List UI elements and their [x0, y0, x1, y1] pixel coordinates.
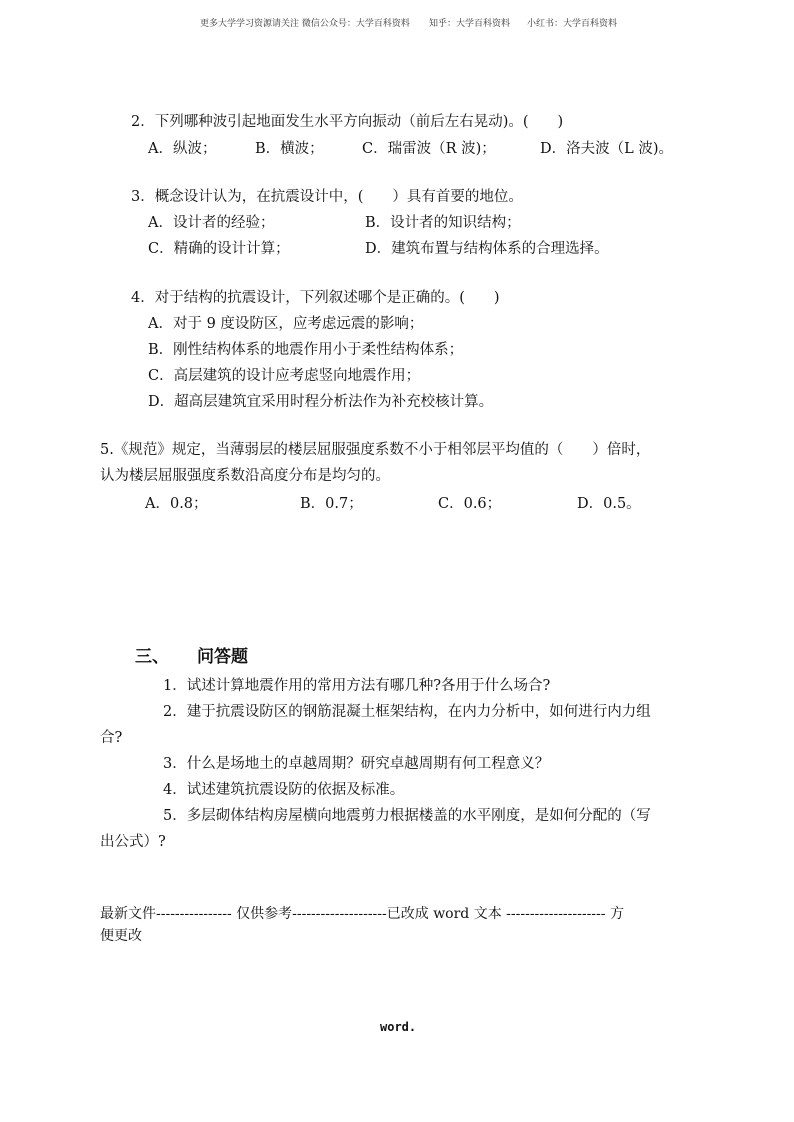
question-2-option-b: B．横波；	[255, 141, 324, 157]
question-3-option-a: A．设计者的经验；	[148, 215, 275, 231]
essay-question-5: 5．多层砌体结构房屋横向地震剪力根据楼盖的水平刚度，是如何分配的（写	[163, 808, 651, 824]
footer-word-mark: word.	[380, 1020, 417, 1034]
question-4-option-d: D．超高层建筑宜采用时程分析法作为补充校核计算。	[148, 394, 494, 410]
question-3-option-c: C．精确的设计计算；	[148, 241, 290, 257]
question-5-option-a: A．0.8；	[145, 496, 208, 512]
question-5-option-d: D．0.5。	[577, 496, 641, 512]
question-4-option-a: A．对于 9 度设防区，应考虑远震的影响；	[148, 316, 424, 332]
footer-note-line2: 便更改	[100, 928, 142, 944]
question-2-option-c: C．瑞雷波（R 波)；	[362, 141, 496, 157]
question-5-stem-line1: 5.《规范》规定，当薄弱层的楼层屈服强度系数不小于相邻层平均值的（ ）倍时，	[100, 442, 651, 458]
essay-question-2-cont: 合?	[100, 730, 123, 746]
essay-question-1: 1．试述计算地震作用的常用方法有哪几种?各用于什么场合?	[163, 678, 551, 694]
section-number: 三、	[135, 647, 169, 667]
header-xiaohongshu: 小红书：大学百科资料	[527, 19, 618, 29]
question-3-option-b: B．设计者的知识结构；	[365, 215, 521, 231]
question-4-option-c: C．高层建筑的设计应考虑竖向地震作用；	[148, 368, 421, 384]
section-title: 问答题	[197, 647, 248, 667]
header-wechat: 更多大学学习资源请关注 微信公众号：大学百科资料	[200, 19, 410, 29]
essay-question-3: 3．什么是场地土的卓越周期？研究卓越周期有何工程意义？	[163, 756, 550, 772]
question-2-stem: 2．下列哪种波引起地面发生水平方向振动（前后左右晃动)。( )	[131, 114, 564, 130]
question-5-option-b: B．0.7；	[300, 496, 363, 512]
footer-note-line1: 最新文件---------------- 仅供参考--------------------已改成 word 文本 --------------------- 方	[100, 906, 624, 922]
header-zhihu: 知乎：大学百科资料	[429, 19, 511, 29]
question-2-option-d: D．洛夫波（L 波)。	[540, 141, 674, 157]
essay-question-5-cont: 出公式）?	[100, 834, 166, 850]
question-3-option-d: D．建筑布置与结构体系的合理选择。	[365, 241, 609, 257]
question-5-option-c: C．0.6；	[438, 496, 502, 512]
question-5-stem-line2: 认为楼层屈服强度系数沿高度分布是均匀的。	[100, 468, 390, 484]
essay-question-4: 4．试述建筑抗震设防的依据及标准。	[163, 782, 405, 798]
question-2-option-a: A．纵波；	[148, 141, 217, 157]
question-3-stem: 3．概念设计认为，在抗震设计中，( ）具有首要的地位。	[131, 189, 523, 205]
question-4-option-b: B．刚性结构体系的地震作用小于柔性结构体系；	[148, 342, 464, 358]
question-4-stem: 4．对于结构的抗震设计，下列叙述哪个是正确的。( )	[131, 290, 500, 306]
essay-question-2: 2．建于抗震设防区的钢筋混凝土框架结构，在内力分析中，如何进行内力组	[163, 704, 651, 720]
